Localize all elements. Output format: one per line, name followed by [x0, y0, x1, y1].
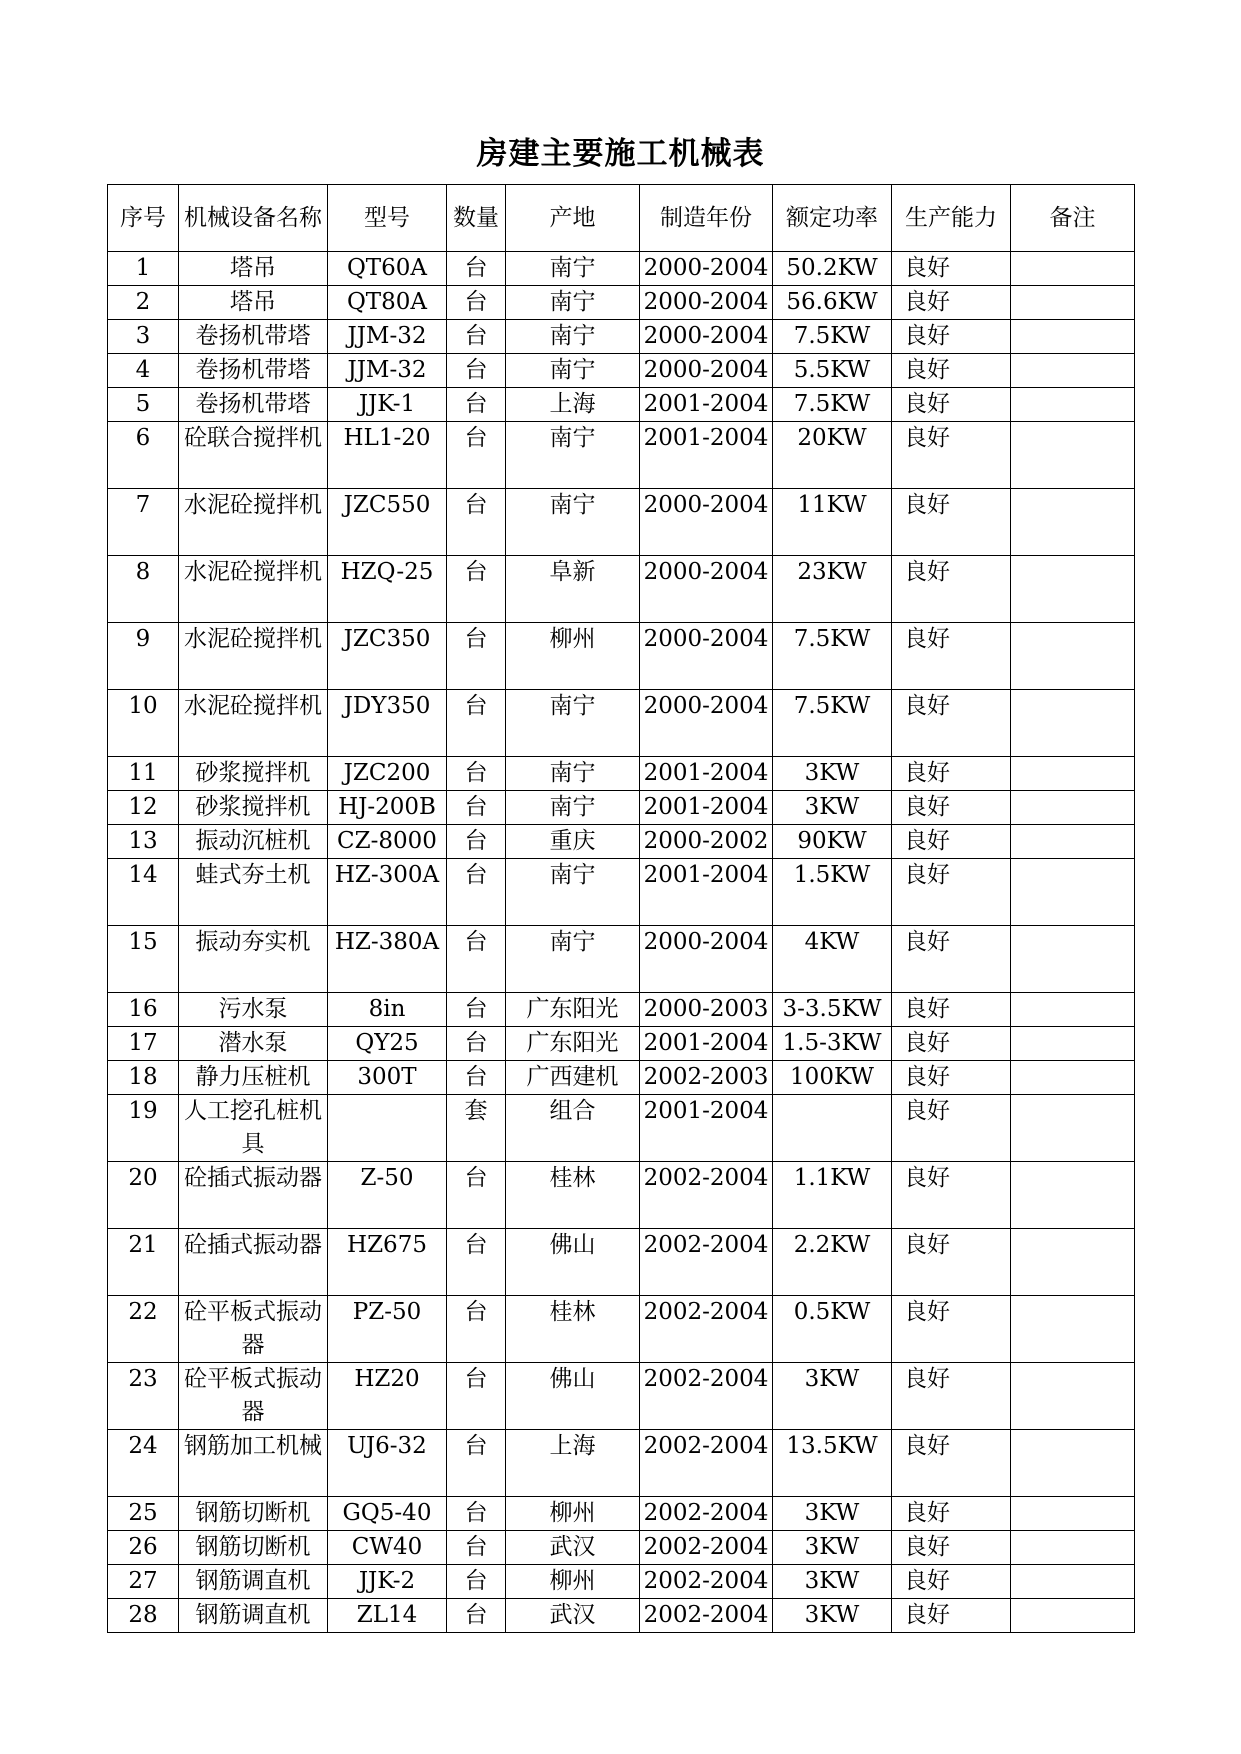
cell-qty: 台: [447, 993, 506, 1027]
cell-model: JZC350: [328, 623, 447, 690]
cell-origin: 南宁: [506, 252, 640, 286]
cell-name: 钢筋切断机: [179, 1531, 328, 1565]
table-row: [108, 623, 1135, 690]
cell-capacity: 良好: [892, 286, 1011, 320]
table-row: [108, 252, 1135, 286]
table-row: [108, 354, 1135, 388]
cell-name: 卷扬机带塔: [179, 388, 328, 422]
table-row: [108, 1565, 1135, 1599]
cell-origin: 南宁: [506, 489, 640, 556]
cell-origin: 重庆: [506, 825, 640, 859]
cell-capacity: 良好: [892, 825, 1011, 859]
cell-name: 塔吊: [179, 252, 328, 286]
cell-capacity: 良好: [892, 354, 1011, 388]
cell-no: 23: [108, 1363, 179, 1430]
header-row: [108, 185, 1135, 252]
table-row: [108, 489, 1135, 556]
cell-power: 0.5KW: [773, 1296, 892, 1363]
cell-model: Z-50: [328, 1162, 447, 1229]
cell-capacity: 良好: [892, 1599, 1011, 1633]
cell-model: QT80A: [328, 286, 447, 320]
cell-no: 6: [108, 422, 179, 489]
cell-model: 300T: [328, 1061, 447, 1095]
cell-capacity: 良好: [892, 926, 1011, 993]
cell-capacity: 良好: [892, 1027, 1011, 1061]
cell-remark: [1011, 623, 1135, 690]
cell-no: 3: [108, 320, 179, 354]
cell-capacity: 良好: [892, 859, 1011, 926]
cell-remark: [1011, 1061, 1135, 1095]
cell-name: 钢筋加工机械: [179, 1430, 328, 1497]
cell-year: 2001-2004: [640, 757, 773, 791]
table-row: [108, 1363, 1135, 1430]
cell-qty: 台: [447, 320, 506, 354]
cell-capacity: 良好: [892, 489, 1011, 556]
cell-no: 16: [108, 993, 179, 1027]
cell-model: HZ675: [328, 1229, 447, 1296]
cell-model: 8in: [328, 993, 447, 1027]
cell-name: 钢筋调直机: [179, 1565, 328, 1599]
cell-name: 静力压桩机: [179, 1061, 328, 1095]
machinery-table: [107, 184, 1135, 1633]
cell-remark: [1011, 926, 1135, 993]
cell-origin: 南宁: [506, 354, 640, 388]
cell-qty: 台: [447, 1229, 506, 1296]
cell-qty: 台: [447, 489, 506, 556]
cell-no: 13: [108, 825, 179, 859]
cell-qty: 台: [447, 556, 506, 623]
cell-name: 塔吊: [179, 286, 328, 320]
cell-origin: 佛山: [506, 1229, 640, 1296]
header-remark: 备注: [1011, 185, 1135, 252]
cell-capacity: 良好: [892, 1363, 1011, 1430]
cell-remark: [1011, 1531, 1135, 1565]
cell-name: 钢筋调直机: [179, 1599, 328, 1633]
cell-name: 振动沉桩机: [179, 825, 328, 859]
cell-model: UJ6-32: [328, 1430, 447, 1497]
cell-year: 2001-2004: [640, 422, 773, 489]
cell-year: 2001-2004: [640, 1095, 773, 1162]
cell-remark: [1011, 690, 1135, 757]
cell-no: 12: [108, 791, 179, 825]
cell-year: 2001-2004: [640, 859, 773, 926]
cell-remark: [1011, 757, 1135, 791]
cell-qty: 台: [447, 859, 506, 926]
cell-remark: [1011, 1095, 1135, 1162]
cell-origin: 上海: [506, 388, 640, 422]
cell-power: 3KW: [773, 791, 892, 825]
cell-no: 4: [108, 354, 179, 388]
cell-name: 振动夯实机: [179, 926, 328, 993]
cell-year: 2000-2003: [640, 993, 773, 1027]
cell-model: CW40: [328, 1531, 447, 1565]
cell-qty: 台: [447, 1565, 506, 1599]
cell-power: 13.5KW: [773, 1430, 892, 1497]
table-row: [108, 556, 1135, 623]
cell-model: JJK-2: [328, 1565, 447, 1599]
cell-remark: [1011, 1363, 1135, 1430]
cell-model: HL1-20: [328, 422, 447, 489]
cell-name: 水泥砼搅拌机: [179, 489, 328, 556]
cell-qty: 台: [447, 1027, 506, 1061]
table-row: [108, 1599, 1135, 1633]
cell-origin: 武汉: [506, 1599, 640, 1633]
cell-qty: 台: [447, 1599, 506, 1633]
cell-qty: 台: [447, 623, 506, 690]
table-row: [108, 1061, 1135, 1095]
cell-capacity: 良好: [892, 388, 1011, 422]
cell-power: 3KW: [773, 1531, 892, 1565]
cell-qty: 台: [447, 354, 506, 388]
cell-no: 1: [108, 252, 179, 286]
cell-year: 2000-2004: [640, 690, 773, 757]
cell-year: 2000-2004: [640, 926, 773, 993]
cell-year: 2000-2004: [640, 354, 773, 388]
cell-year: 2000-2004: [640, 320, 773, 354]
cell-model: QT60A: [328, 252, 447, 286]
cell-capacity: 良好: [892, 1061, 1011, 1095]
cell-power: 3KW: [773, 1565, 892, 1599]
cell-year: 2002-2004: [640, 1599, 773, 1633]
cell-no: 15: [108, 926, 179, 993]
cell-remark: [1011, 556, 1135, 623]
cell-qty: 台: [447, 286, 506, 320]
cell-power: 5.5KW: [773, 354, 892, 388]
cell-model: JDY350: [328, 690, 447, 757]
cell-qty: 台: [447, 1531, 506, 1565]
cell-power: 7.5KW: [773, 320, 892, 354]
cell-name: 砼平板式振动器: [179, 1363, 328, 1430]
cell-power: 3KW: [773, 1363, 892, 1430]
cell-no: 20: [108, 1162, 179, 1229]
table-row: [108, 1296, 1135, 1363]
cell-name: 蛙式夯土机: [179, 859, 328, 926]
cell-model: JJK-1: [328, 388, 447, 422]
cell-origin: 广西建机: [506, 1061, 640, 1095]
cell-origin: 广东阳光: [506, 1027, 640, 1061]
cell-power: 1.5KW: [773, 859, 892, 926]
cell-qty: 台: [447, 422, 506, 489]
cell-name: 污水泵: [179, 993, 328, 1027]
cell-capacity: 良好: [892, 690, 1011, 757]
cell-remark: [1011, 993, 1135, 1027]
table-row: [108, 320, 1135, 354]
cell-power: 7.5KW: [773, 623, 892, 690]
cell-capacity: 良好: [892, 1095, 1011, 1162]
cell-no: 8: [108, 556, 179, 623]
cell-power: 20KW: [773, 422, 892, 489]
table-row: [108, 791, 1135, 825]
cell-no: 10: [108, 690, 179, 757]
page-title: 房建主要施工机械表: [476, 136, 765, 172]
cell-year: 2000-2002: [640, 825, 773, 859]
cell-power: 100KW: [773, 1061, 892, 1095]
cell-qty: 台: [447, 1430, 506, 1497]
cell-no: 26: [108, 1531, 179, 1565]
header-year: 制造年份: [640, 185, 773, 252]
cell-remark: [1011, 489, 1135, 556]
cell-year: 2002-2004: [640, 1162, 773, 1229]
cell-qty: 套: [447, 1095, 506, 1162]
table-row: [108, 1095, 1135, 1162]
cell-name: 水泥砼搅拌机: [179, 556, 328, 623]
cell-capacity: 良好: [892, 422, 1011, 489]
cell-power: 56.6KW: [773, 286, 892, 320]
header-power: 额定功率: [773, 185, 892, 252]
cell-remark: [1011, 1027, 1135, 1061]
cell-capacity: 良好: [892, 1430, 1011, 1497]
cell-model: JJM-32: [328, 354, 447, 388]
table-row: [108, 388, 1135, 422]
cell-remark: [1011, 1565, 1135, 1599]
table-row: [108, 993, 1135, 1027]
cell-model: GQ5-40: [328, 1497, 447, 1531]
cell-origin: 南宁: [506, 926, 640, 993]
table-row: [108, 1162, 1135, 1229]
table-row: [108, 757, 1135, 791]
cell-remark: [1011, 286, 1135, 320]
cell-capacity: 良好: [892, 1531, 1011, 1565]
table-row: [108, 825, 1135, 859]
cell-remark: [1011, 1599, 1135, 1633]
cell-qty: 台: [447, 825, 506, 859]
cell-year: 2000-2004: [640, 252, 773, 286]
cell-origin: 武汉: [506, 1531, 640, 1565]
cell-year: 2002-2004: [640, 1565, 773, 1599]
cell-model: JZC550: [328, 489, 447, 556]
cell-remark: [1011, 320, 1135, 354]
cell-origin: 柳州: [506, 1565, 640, 1599]
cell-year: 2000-2004: [640, 489, 773, 556]
cell-power: 1.5-3KW: [773, 1027, 892, 1061]
cell-remark: [1011, 1430, 1135, 1497]
cell-power: 11KW: [773, 489, 892, 556]
cell-year: 2001-2004: [640, 388, 773, 422]
cell-name: 砼联合搅拌机: [179, 422, 328, 489]
cell-model: HJ-200B: [328, 791, 447, 825]
cell-name: 砼平板式振动器: [179, 1296, 328, 1363]
cell-capacity: 良好: [892, 556, 1011, 623]
cell-origin: 广东阳光: [506, 993, 640, 1027]
cell-remark: [1011, 354, 1135, 388]
cell-remark: [1011, 859, 1135, 926]
table-row: [108, 1430, 1135, 1497]
cell-origin: 上海: [506, 1430, 640, 1497]
cell-model: HZ-300A: [328, 859, 447, 926]
table-row: [108, 422, 1135, 489]
cell-capacity: 良好: [892, 791, 1011, 825]
cell-remark: [1011, 1296, 1135, 1363]
cell-remark: [1011, 1497, 1135, 1531]
cell-qty: 台: [447, 1061, 506, 1095]
cell-power: 3KW: [773, 757, 892, 791]
cell-origin: 桂林: [506, 1296, 640, 1363]
cell-qty: 台: [447, 791, 506, 825]
cell-origin: 柳州: [506, 623, 640, 690]
cell-name: 钢筋切断机: [179, 1497, 328, 1531]
cell-no: 21: [108, 1229, 179, 1296]
table-row: [108, 926, 1135, 993]
cell-remark: [1011, 252, 1135, 286]
header-no: 序号: [108, 185, 179, 252]
cell-no: 17: [108, 1027, 179, 1061]
cell-name: 砂浆搅拌机: [179, 791, 328, 825]
cell-name: 水泥砼搅拌机: [179, 690, 328, 757]
cell-model: HZQ-25: [328, 556, 447, 623]
cell-origin: 南宁: [506, 690, 640, 757]
cell-model: JZC200: [328, 757, 447, 791]
cell-power: 50.2KW: [773, 252, 892, 286]
cell-no: 14: [108, 859, 179, 926]
header-origin: 产地: [506, 185, 640, 252]
cell-year: 2001-2004: [640, 791, 773, 825]
cell-power: 90KW: [773, 825, 892, 859]
cell-year: 2000-2004: [640, 286, 773, 320]
cell-capacity: 良好: [892, 623, 1011, 690]
cell-capacity: 良好: [892, 1497, 1011, 1531]
cell-no: 2: [108, 286, 179, 320]
cell-remark: [1011, 422, 1135, 489]
cell-origin: 桂林: [506, 1162, 640, 1229]
cell-capacity: 良好: [892, 1565, 1011, 1599]
cell-year: 2001-2004: [640, 1027, 773, 1061]
cell-capacity: 良好: [892, 1162, 1011, 1229]
cell-model: QY25: [328, 1027, 447, 1061]
cell-power: 3KW: [773, 1599, 892, 1633]
cell-no: 18: [108, 1061, 179, 1095]
cell-no: 22: [108, 1296, 179, 1363]
cell-model: [328, 1095, 447, 1162]
cell-qty: 台: [447, 1162, 506, 1229]
cell-year: 2002-2004: [640, 1531, 773, 1565]
cell-no: 24: [108, 1430, 179, 1497]
cell-no: 19: [108, 1095, 179, 1162]
cell-power: 7.5KW: [773, 690, 892, 757]
cell-name: 卷扬机带塔: [179, 354, 328, 388]
cell-no: 7: [108, 489, 179, 556]
cell-remark: [1011, 388, 1135, 422]
cell-qty: 台: [447, 1497, 506, 1531]
cell-power: 3KW: [773, 1497, 892, 1531]
cell-power: 2.2KW: [773, 1229, 892, 1296]
cell-power: [773, 1095, 892, 1162]
cell-year: 2002-2004: [640, 1363, 773, 1430]
cell-capacity: 良好: [892, 1229, 1011, 1296]
cell-origin: 组合: [506, 1095, 640, 1162]
cell-year: 2000-2004: [640, 556, 773, 623]
cell-model: HZ-380A: [328, 926, 447, 993]
table-row: [108, 286, 1135, 320]
cell-capacity: 良好: [892, 252, 1011, 286]
cell-remark: [1011, 825, 1135, 859]
header-qty: 数量: [447, 185, 506, 252]
cell-no: 25: [108, 1497, 179, 1531]
cell-power: 23KW: [773, 556, 892, 623]
cell-origin: 南宁: [506, 859, 640, 926]
cell-no: 28: [108, 1599, 179, 1633]
table-row: [108, 859, 1135, 926]
cell-qty: 台: [447, 690, 506, 757]
cell-power: 3-3.5KW: [773, 993, 892, 1027]
cell-name: 潜水泵: [179, 1027, 328, 1061]
table-row: [108, 690, 1135, 757]
cell-qty: 台: [447, 1296, 506, 1363]
cell-model: PZ-50: [328, 1296, 447, 1363]
header-capacity: 生产能力: [892, 185, 1011, 252]
cell-name: 水泥砼搅拌机: [179, 623, 328, 690]
cell-model: JJM-32: [328, 320, 447, 354]
cell-origin: 南宁: [506, 286, 640, 320]
cell-origin: 佛山: [506, 1363, 640, 1430]
header-model: 型号: [328, 185, 447, 252]
cell-qty: 台: [447, 252, 506, 286]
header-name: 机械设备名称: [179, 185, 328, 252]
cell-year: 2002-2004: [640, 1296, 773, 1363]
cell-name: 砂浆搅拌机: [179, 757, 328, 791]
cell-year: 2002-2004: [640, 1229, 773, 1296]
cell-no: 5: [108, 388, 179, 422]
cell-qty: 台: [447, 926, 506, 993]
table-row: [108, 1497, 1135, 1531]
cell-name: 人工挖孔桩机具: [179, 1095, 328, 1162]
cell-name: 砼插式振动器: [179, 1162, 328, 1229]
cell-qty: 台: [447, 1363, 506, 1430]
cell-capacity: 良好: [892, 757, 1011, 791]
cell-name: 砼插式振动器: [179, 1229, 328, 1296]
cell-year: 2002-2003: [640, 1061, 773, 1095]
cell-origin: 南宁: [506, 757, 640, 791]
cell-capacity: 良好: [892, 993, 1011, 1027]
cell-power: 4KW: [773, 926, 892, 993]
cell-no: 27: [108, 1565, 179, 1599]
cell-remark: [1011, 1162, 1135, 1229]
cell-model: CZ-8000: [328, 825, 447, 859]
cell-model: HZ20: [328, 1363, 447, 1430]
cell-remark: [1011, 791, 1135, 825]
cell-origin: 南宁: [506, 791, 640, 825]
cell-name: 卷扬机带塔: [179, 320, 328, 354]
cell-no: 9: [108, 623, 179, 690]
table-row: [108, 1027, 1135, 1061]
cell-power: 1.1KW: [773, 1162, 892, 1229]
table-row: [108, 1229, 1135, 1296]
cell-origin: 阜新: [506, 556, 640, 623]
cell-model: ZL14: [328, 1599, 447, 1633]
cell-qty: 台: [447, 388, 506, 422]
cell-remark: [1011, 1229, 1135, 1296]
table-row: [108, 1531, 1135, 1565]
cell-no: 11: [108, 757, 179, 791]
cell-origin: 南宁: [506, 320, 640, 354]
cell-qty: 台: [447, 757, 506, 791]
cell-capacity: 良好: [892, 320, 1011, 354]
cell-year: 2000-2004: [640, 623, 773, 690]
cell-year: 2002-2004: [640, 1430, 773, 1497]
cell-origin: 柳州: [506, 1497, 640, 1531]
cell-power: 7.5KW: [773, 388, 892, 422]
cell-year: 2002-2004: [640, 1497, 773, 1531]
cell-capacity: 良好: [892, 1296, 1011, 1363]
cell-origin: 南宁: [506, 422, 640, 489]
